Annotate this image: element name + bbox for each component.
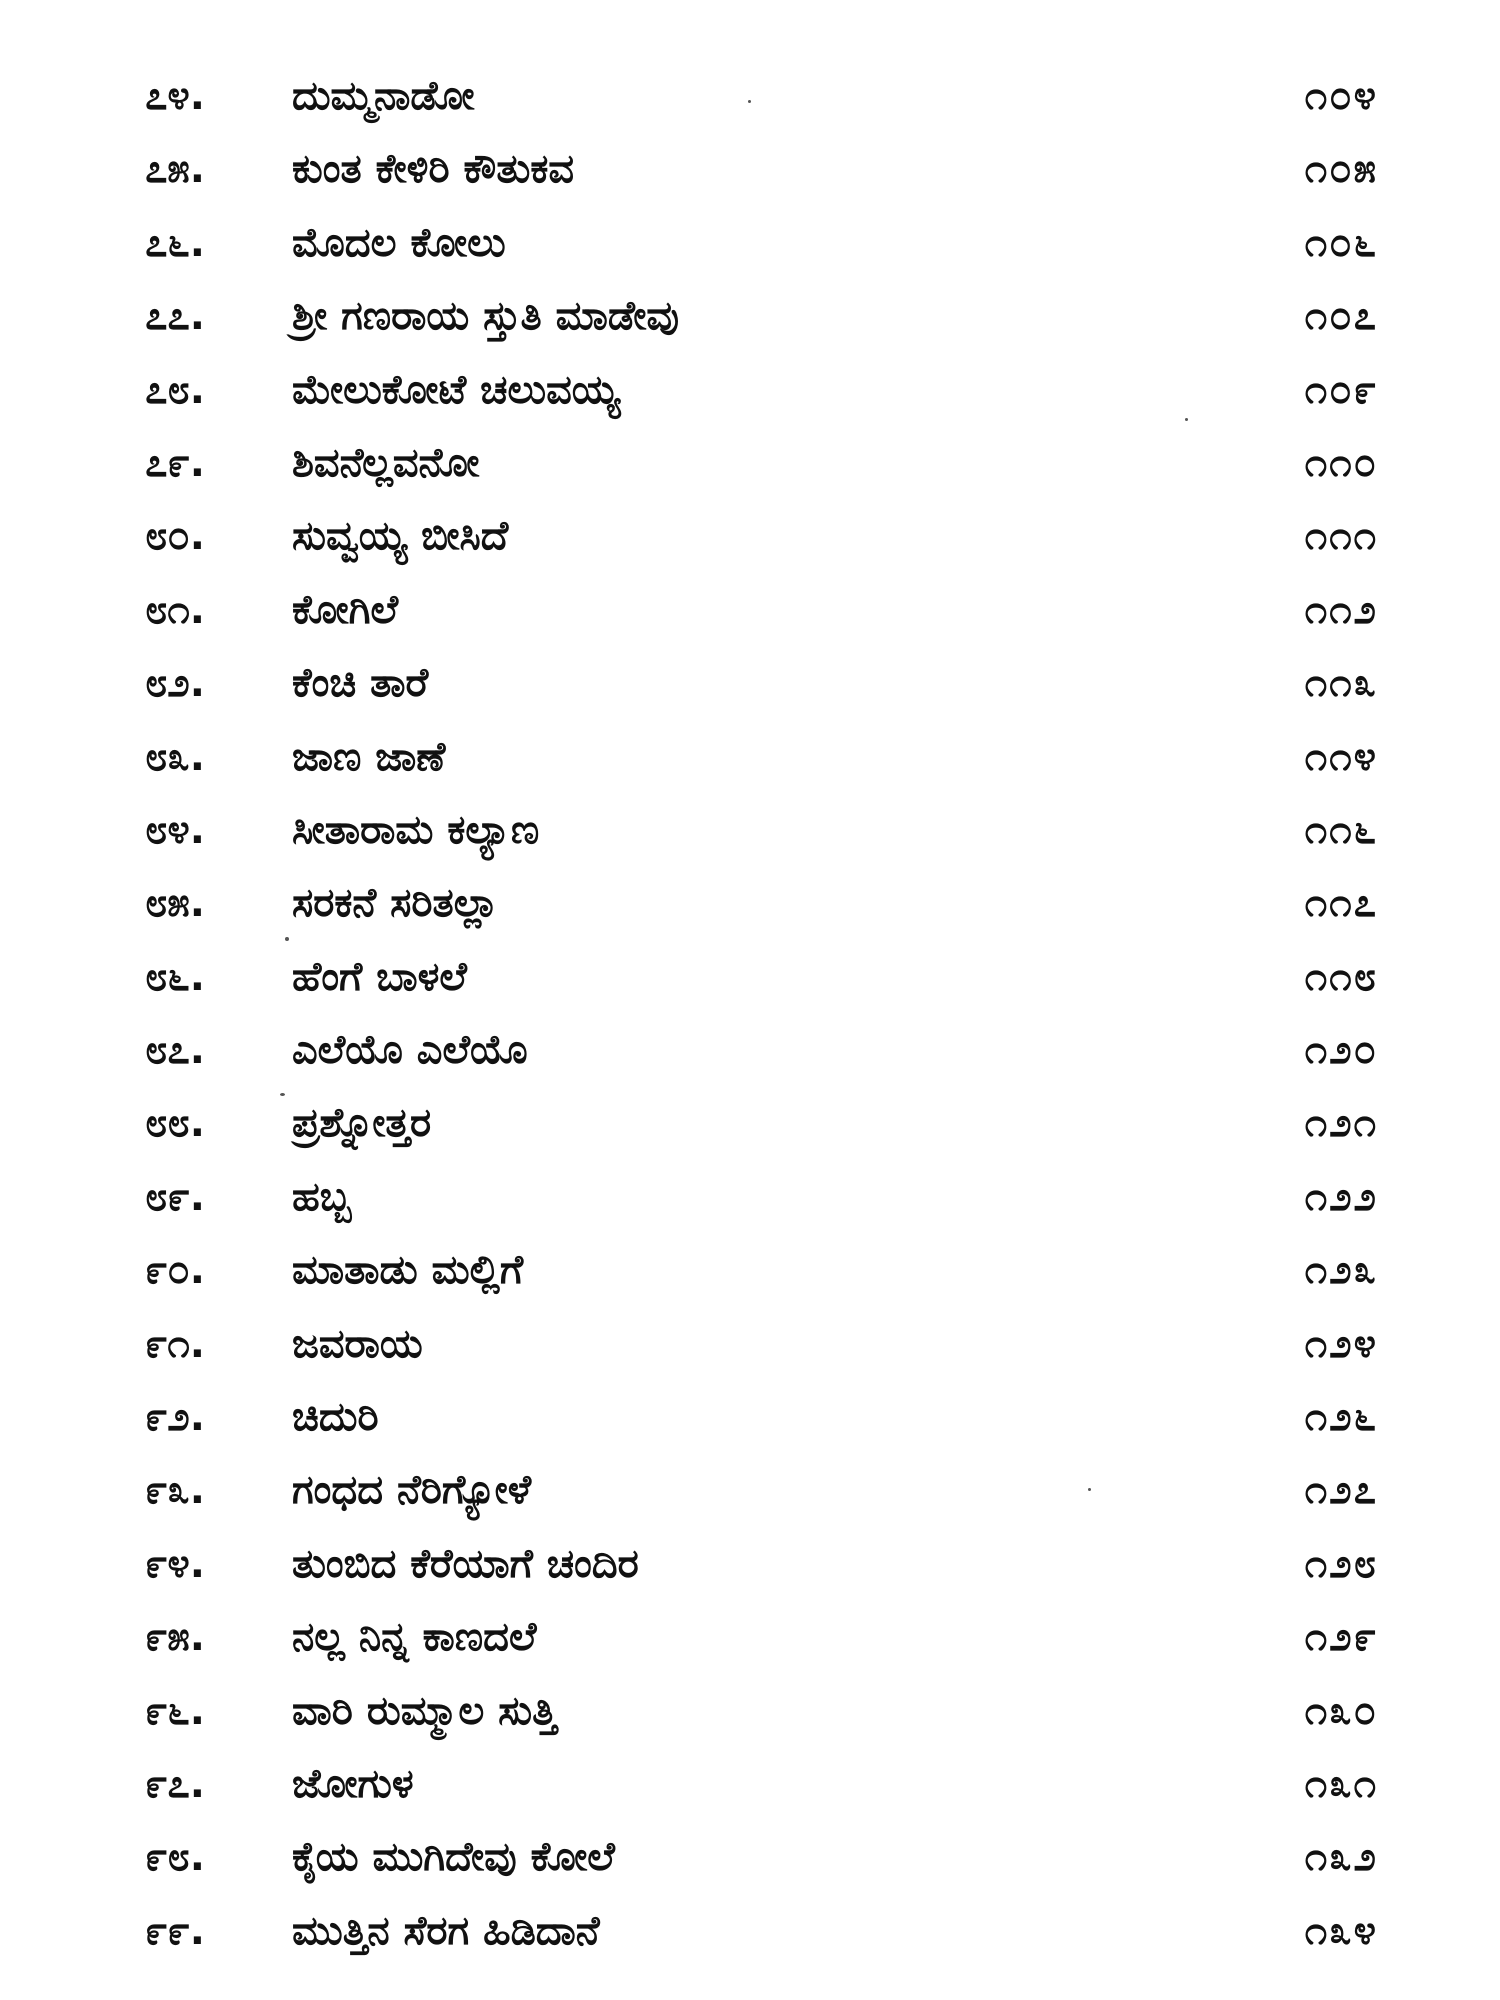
entry-title: ಜವರಾಯ (292, 1320, 423, 1367)
entry-title: ಸುವ್ವಯ್ಯ ಬೀಸಿದೆ (292, 513, 509, 560)
list-item (0, 1675, 1500, 1748)
list-item (0, 60, 1500, 133)
entry-page-number: ೧೧೨ (1304, 586, 1378, 633)
list-item (0, 1821, 1500, 1894)
scan-speck (280, 1093, 285, 1096)
entry-page-number: ೧೦೬ (1304, 219, 1378, 266)
entry-number: ೮೯. (145, 1173, 205, 1220)
list-item (0, 500, 1500, 573)
entry-page-number: ೧೧೪ (1304, 733, 1378, 780)
entry-page-number: ೧೧೧ (1304, 513, 1378, 560)
entry-number: ೯೭. (145, 1760, 205, 1807)
entry-page-number: ೧೨೭ (1304, 1467, 1378, 1514)
list-item (0, 1895, 1500, 1968)
entry-number: ೯೯. (145, 1907, 205, 1954)
entry-page-number: ೧೨೮ (1304, 1540, 1378, 1587)
entry-title: ಶಿವನೆಲ್ಲವನೋ (292, 439, 480, 486)
entry-title: ಮೊದಲ ಕೋಲು (292, 219, 506, 266)
entry-title: ಮಾತಾಡು ಮಲ್ಲಿಗೆ (292, 1247, 524, 1294)
entry-title: ಕೆಂಚಿ ತಾರೆ (292, 660, 429, 707)
entry-number: ೮೭. (145, 1027, 205, 1074)
entry-title: ಕೈಯ ಮುಗಿದೇವು ಕೋಲೆ (292, 1834, 615, 1881)
entry-page-number: ೧೦೯ (1304, 366, 1378, 413)
entry-title: ಚಿದುರಿ (292, 1394, 379, 1441)
list-item (0, 1528, 1500, 1601)
entry-number: ೯೧. (145, 1320, 205, 1367)
list-item (0, 647, 1500, 720)
entry-number: ೭೮. (145, 366, 205, 413)
entry-title: ದುಮ್ಮನಾಡೋ (292, 73, 475, 119)
entry-page-number: ೧೨೧ (1304, 1100, 1378, 1147)
entry-number: ೮೨. (145, 660, 205, 707)
list-item (0, 1087, 1500, 1160)
entry-page-number: ೧೨೯ (1304, 1614, 1378, 1661)
entry-number: ೮೪. (145, 806, 205, 853)
scan-speck (748, 100, 751, 103)
entry-page-number: ೧೨೪ (1304, 1320, 1378, 1367)
list-item (0, 1308, 1500, 1381)
entry-page-number: ೧೩೨ (1304, 1834, 1378, 1881)
entry-title: ಗಂಧದ ನೆರಿಗ್ಯೋಳೆ (292, 1467, 532, 1514)
entry-title: ಶ್ರೀ ಗಣರಾಯ ಸ್ತುತಿ ಮಾಡೇವು (292, 293, 680, 340)
entry-page-number: ೧೩೦ (1304, 1687, 1378, 1734)
entry-number: ೮೦. (145, 513, 205, 560)
entry-page-number: ೧೧೩ (1304, 660, 1378, 707)
entry-page-number: ೧೦೭ (1304, 293, 1378, 340)
entry-number: ೭೬. (145, 219, 205, 266)
list-item (0, 427, 1500, 500)
entry-number: ೭೫. (145, 146, 205, 193)
entry-page-number: ೧೨೩ (1304, 1247, 1378, 1294)
table-of-contents (0, 60, 1500, 1968)
entry-number: ೮೮. (145, 1100, 205, 1147)
entry-number: ೮೩. (145, 733, 205, 780)
entry-number: ೯೮. (145, 1834, 205, 1881)
list-item (0, 1161, 1500, 1234)
entry-title: ಜಾಣ ಜಾಣೆ (292, 733, 446, 780)
entry-title: ನಲ್ಲ ನಿನ್ನ ಕಾಣದಲೆ (292, 1614, 537, 1661)
scan-speck (285, 937, 289, 941)
entry-title: ತುಂಬಿದ ಕೆರೆಯಾಗೆ ಚಂದಿರ (292, 1540, 639, 1587)
list-item (0, 280, 1500, 353)
list-item (0, 354, 1500, 427)
entry-number: ೭೯. (145, 439, 205, 486)
entry-page-number: ೧೧೬ (1304, 806, 1378, 853)
entry-page-number: ೧೨೬ (1304, 1394, 1378, 1441)
entry-number: ೯೫. (145, 1614, 205, 1661)
entry-page-number: ೧೧೦ (1304, 439, 1378, 486)
entry-number: ೮೧. (145, 586, 205, 633)
list-item (0, 1748, 1500, 1821)
entry-title: ಮೇಲುಕೋಟೆ ಚಲುವಯ್ಯ (292, 366, 621, 413)
list-item (0, 1601, 1500, 1674)
entry-number: ೯೦. (145, 1247, 205, 1294)
entry-title: ಎಲೆಯೊ ಎಲೆಯೊ (292, 1027, 528, 1074)
entry-page-number: ೧೦೫ (1304, 146, 1378, 193)
entry-page-number: ೧೧೭ (1304, 880, 1378, 927)
entry-number: ೭೪. (145, 73, 205, 119)
entry-number: ೮೬. (145, 953, 205, 1000)
entry-title: ಕುಂತ ಕೇಳಿರಿ ಕೌತುಕವ (292, 146, 575, 193)
list-item (0, 941, 1500, 1014)
entry-number: ೮೫. (145, 880, 205, 927)
entry-title: ವಾರಿ ರುಮ್ಮಾಲ ಸುತ್ತಿ (292, 1687, 557, 1734)
list-item (0, 133, 1500, 206)
entry-page-number: ೧೦೪ (1304, 73, 1378, 119)
entry-title: ಸರಕನೆ ಸರಿತಲ್ಲಾ (292, 880, 499, 927)
entry-number: ೯೩. (145, 1467, 205, 1514)
entry-title: ಜೋಗುಳ (292, 1760, 414, 1807)
entry-page-number: ೧೩೪ (1304, 1907, 1378, 1954)
list-item (0, 1234, 1500, 1307)
entry-number: ೭೭. (145, 293, 205, 340)
list-item (0, 574, 1500, 647)
list-item (0, 207, 1500, 280)
list-item (0, 1381, 1500, 1454)
scan-speck (1185, 418, 1188, 421)
list-item (0, 867, 1500, 940)
entry-title: ಹಬ್ಬ (292, 1173, 352, 1220)
entry-title: ಕೋಗಿಲೆ (292, 586, 399, 633)
list-item (0, 1014, 1500, 1087)
entry-page-number: ೧೩೧ (1304, 1760, 1378, 1807)
entry-page-number: ೧೨೨ (1304, 1173, 1378, 1220)
entry-number: ೯೪. (145, 1540, 205, 1587)
list-item (0, 721, 1500, 794)
entry-page-number: ೧೧೮ (1304, 953, 1378, 1000)
entry-title: ಮುತ್ತಿನ ಸೆರಗ ಹಿಡಿದಾನೆ (292, 1907, 600, 1954)
entry-title: ಹೆಂಗೆ ಬಾಳಲೆ (292, 953, 467, 1000)
entry-number: ೯೨. (145, 1394, 205, 1441)
scan-speck (1088, 1488, 1091, 1491)
entry-page-number: ೧೨೦ (1304, 1027, 1378, 1074)
entry-number: ೯೬. (145, 1687, 205, 1734)
entry-title: ಪ್ರಶ್ನೋತ್ತರ (292, 1100, 432, 1147)
entry-title: ಸೀತಾರಾಮ ಕಲ್ಯಾಣ (292, 806, 540, 853)
list-item (0, 794, 1500, 867)
list-item (0, 1454, 1500, 1527)
